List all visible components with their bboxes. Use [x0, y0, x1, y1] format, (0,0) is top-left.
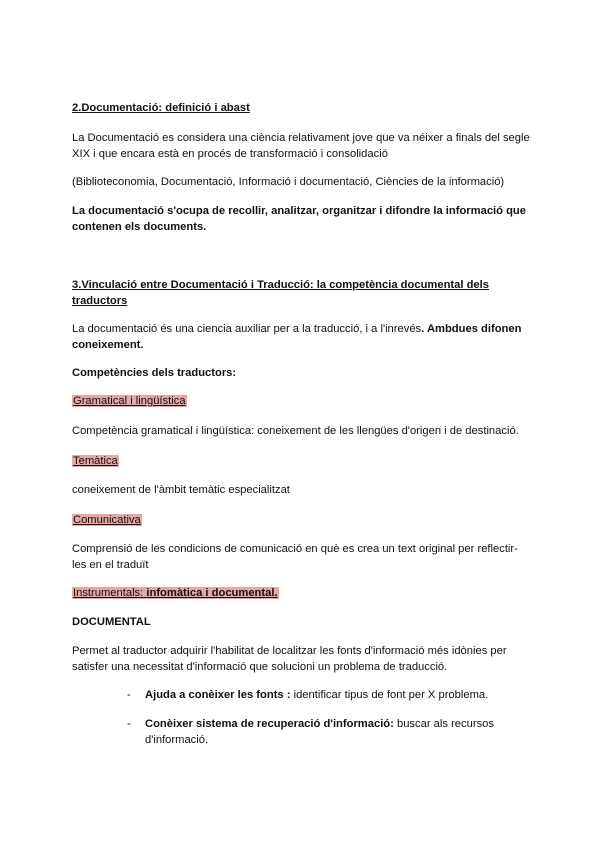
gramatical-label: Gramatical i lingüística [73, 395, 186, 407]
bullet-2-text: buscar als recursos d'informació. [145, 718, 494, 746]
bullet-1-text: identificar tipus de font per X problema. [290, 689, 489, 701]
bullet-item-1 [145, 687, 525, 703]
gramatical-heading [72, 393, 532, 409]
comunicativa-heading [72, 512, 532, 528]
bullet-item-2 [145, 716, 525, 748]
instrumentals-label: Instrumentals: [73, 587, 147, 599]
bullet-marker-1: - [127, 689, 131, 701]
comunicativa-text: Comprensió de les condicions de comunicació en què es crea un text original per reflectir-les en el traduït [72, 543, 518, 571]
tematica-heading [72, 453, 532, 469]
section-3-paragraph-1-normal: La documentació és una ciencia auxiliar per a la traducció, i a l'inrevés [72, 323, 422, 335]
documental-title: DOCUMENTAL [72, 616, 151, 628]
bullet-2-bold: Conèixer sistema de recuperació d'informació: [145, 718, 394, 730]
instrumentals-heading [72, 585, 532, 601]
section-3-heading: 3.Vinculació entre Documentació i Traducció: la competència documental dels traductors [72, 279, 489, 307]
section-3-paragraph-1-bold: . Ambdues difonen coneixement. [72, 323, 522, 351]
documental-text: Permet al traductor adquirir l'habilitat de localitzar les fonts d'informació més idònies per satisfer una necessitat d'informació que solucioni un problema de traducció. [72, 645, 507, 673]
section-2-paragraph-1: La Documentació es considera una ciència relativament jove que va néixer a finals del segle XIX i que encara està en procés de transformació i consolidació [72, 132, 530, 160]
section-3-paragraph-1 [72, 321, 532, 353]
instrumentals-bold: infomàtica i documental. [146, 587, 278, 599]
gramatical-text: Competència gramatical i lingüística: coneixement de les llengües d'origen i de destinació. [72, 425, 519, 437]
tematica-label: Temàtica [73, 455, 118, 467]
comunicativa-label: Comunicativa [73, 514, 141, 526]
tematica-text: coneixement de l'àmbit temàtic especialitzat [72, 484, 290, 496]
bullet-1-bold: Ajuda a conèixer les fonts : [145, 689, 291, 701]
section-2-paragraph-3: La documentació s'ocupa de recollir, analitzar, organitzar i difondre la informació que contenen els documents. [72, 205, 526, 233]
section-2-heading: 2.Documentació: definició i abast [72, 102, 250, 114]
section-2-paragraph-2: (Biblioteconomia, Documentació, Informació i documentació, Ciències de la informació) [72, 176, 505, 188]
bullet-marker-2: - [127, 718, 131, 730]
competencies-title: Competències dels traductors: [72, 367, 237, 379]
